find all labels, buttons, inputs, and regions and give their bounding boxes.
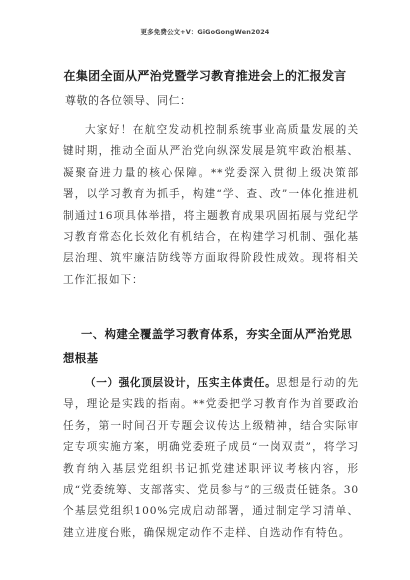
opening-paragraph: 大家好！在航空发动机控制系统事业高质量发展的关键时期，推动全面从严治党向纵深发展是筑牢政治根基、凝聚奋进力量的核心保障。**党委深入贯彻上级决策部署，以学习教育为抓手，构建“学、查、改”一体化推进机制通过16项具体举措，将主题教育成果巩固拓展与党纪学习教育常态化长效化有机结合，在构建学习机制、强化基层治理、筑牢廉洁防线等方面取得阶段性成效。现将相关工作汇报如下： [63, 124, 359, 286]
subsection-heading-1: （一）强化顶层设计，压实主体责任。 [85, 377, 277, 389]
section-heading-1: 一、构建全覆盖学习教育体系，夯实全面从严治党思想根基 [63, 327, 353, 365]
salutation: 尊敬的各位领导、同仁： [65, 94, 192, 107]
document-title: 在集团全面从严治党暨学习教育推进会上的汇报发言 [63, 69, 347, 83]
subsection-body-1: 思想是行动的先导，理论是实践的指南。**党委把学习教育作为首要政治任务，第一时间召开专题会议传达上级精神，结合实际审定专项实施方案，明确党委班子成员“一岗双责”，将学习教育纳入基层党组织书记抓党建述职评议考核内容，形成“党委统筹、支部落实、党员参与”的三级责任链条。30个基层党组织100%完成启动部署，通过制定学习清单、建立进度台账，确保规定动作不走样、自选动作有特色。 [63, 377, 359, 539]
subsection-paragraph-1 [63, 373, 359, 544]
header-watermark-note: 更多免费公文+V：GiGoGongWen2024 [140, 28, 270, 36]
